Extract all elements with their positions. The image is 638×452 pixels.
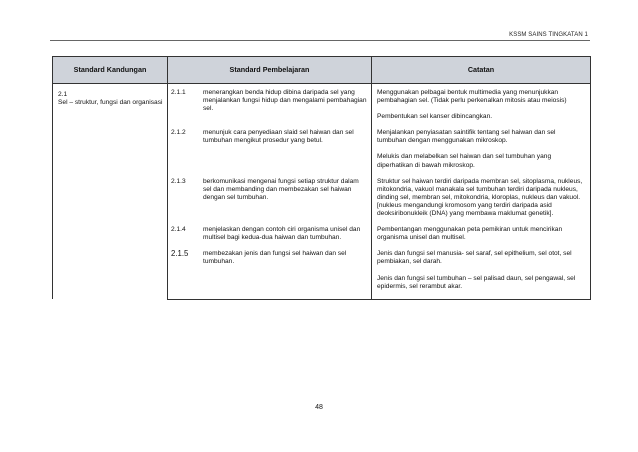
- catatan-cell: [372, 226, 591, 250]
- catatan-note: Pembentukan sel kanser dibincangkan.: [377, 113, 493, 121]
- page-number: 48: [315, 404, 323, 411]
- column-header-standard-pembelajaran: Standard Pembelajaran: [168, 57, 372, 84]
- catatan-note: Struktur sel haiwan terdiri daripada membran sel, sitoplasma, nukleus, mitokondria, vakuol manakala sel tumbuhan terdiri daripada nukleus, dinding sel, membran sel, mitokondria, kloroplas, nukleus dan vakuol. [nukleus mengandungi kromosom yang terdiri daripada asid deoksiribonukleik (DNA) yang membawa maklumat genetik].: [377, 177, 583, 218]
- catatan-cell: [372, 84, 591, 130]
- pembelajaran-cell: [168, 84, 372, 130]
- kandungan-code: 2.1: [58, 91, 68, 98]
- catatan-note: Jenis dan fungsi sel tumbuhan – sel palisad daun, sel pengawal, sel epidermis, sel rerambut akar.: [377, 274, 576, 290]
- curriculum-table: [52, 56, 591, 300]
- column-header-catatan: Catatan: [372, 57, 591, 84]
- catatan-cell: [372, 250, 591, 299]
- pembelajaran-text: menjelaskan dengan contoh ciri organisma unisel dan multisel bagi kedua-dua haiwan dan tumbuhan.: [203, 226, 361, 242]
- pembelajaran-code: 2.1.3: [171, 177, 186, 185]
- pembelajaran-text: menerangkan benda hidup dibina daripada sel yang menjalankan fungsi hidup dan mengalami pembahagian sel.: [203, 89, 367, 113]
- pembelajaran-text: menunjuk cara penyediaan slaid sel haiwan dan sel tumbuhan mengikut prosedur yang betul.: [203, 129, 354, 145]
- catatan-cell: [372, 129, 591, 177]
- catatan-note: Jenis dan fungsi sel manusia- sel saraf, sel epithelium, sel otot, sel pembiakan, sel darah.: [377, 250, 572, 266]
- table-header-row: [53, 57, 591, 84]
- pembelajaran-code: 2.1.4: [171, 226, 186, 234]
- catatan-note: Menjalankan penyiasatan saintifik tentang sel haiwan dan sel tumbuhan dengan menggunakan mikroskop.: [377, 129, 556, 145]
- pembelajaran-cell: [168, 129, 372, 177]
- pembelajaran-text: berkomunikasi mengenai fungsi setiap struktur dalam sel dan membanding dan membezakan sel haiwan dengan sel tumbuhan.: [203, 177, 359, 201]
- pembelajaran-code: 2.1.1: [171, 89, 186, 96]
- pembelajaran-code: 2.1.2: [171, 129, 186, 137]
- document-header-title: KSSM SAINS TINGKATAN 1: [509, 32, 588, 38]
- pembelajaran-cell: [168, 250, 372, 299]
- pembelajaran-code: 2.1.5: [171, 249, 189, 259]
- pembelajaran-cell: [168, 226, 372, 250]
- standard-kandungan-cell: [53, 84, 168, 300]
- pembelajaran-text: membezakan jenis dan fungsi sel haiwan dan sel tumbuhan.: [203, 250, 347, 266]
- column-header-standard-kandungan: Standard Kandungan: [53, 57, 168, 84]
- kandungan-title: Sel – struktur, fungsi dan organisasi: [58, 99, 163, 107]
- catatan-cell: [372, 178, 591, 226]
- header-divider: [50, 40, 590, 41]
- table-row: [53, 84, 591, 130]
- catatan-note: Menggunakan pelbagai bentuk multimedia yang menunjukkan pembahagian sel. (Tidak perlu perkenalkan mitosis atau meiosis): [377, 89, 567, 105]
- catatan-note: Melukis dan melabelkan sel haiwan dan sel tumbuhan yang diperhatikan di bawah mikroskop.: [377, 153, 552, 169]
- pembelajaran-cell: [168, 178, 372, 226]
- catatan-note: Pembentangan menggunakan peta pemikiran untuk mencirikan organisma unisel dan multisel.: [377, 226, 563, 242]
